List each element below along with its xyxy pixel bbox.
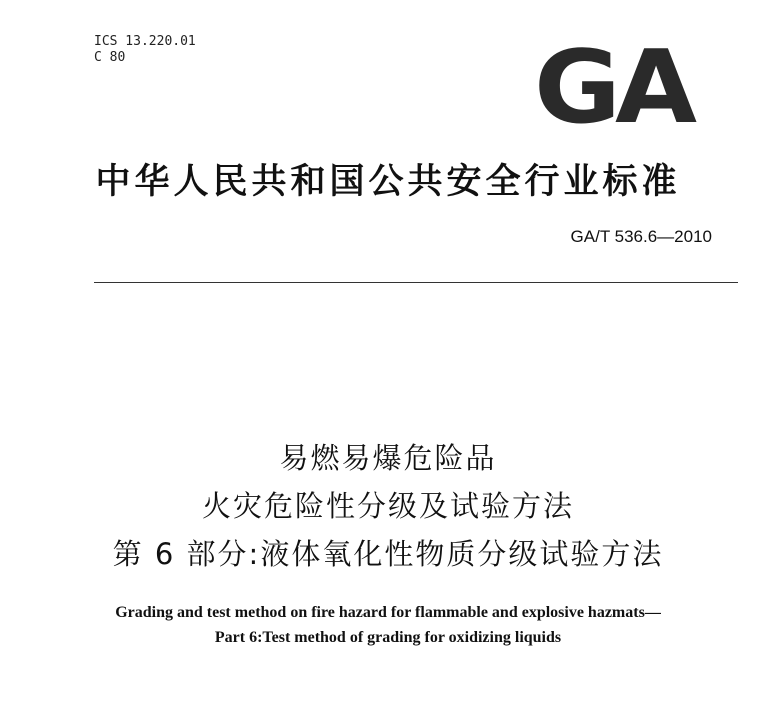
ga-logo: GA <box>534 29 692 146</box>
english-title-block <box>0 600 776 650</box>
organization-title: 中华人民共和国公共安全行业标准 <box>95 162 681 202</box>
ics-code: ICS 13.220.01 <box>94 34 196 49</box>
classification-codes <box>94 34 196 66</box>
ccs-code: C 80 <box>94 50 126 65</box>
chinese-title-block <box>0 434 776 578</box>
title-line-3: 第 6 部分:液体氧化性物质分级试验方法 <box>112 537 664 571</box>
english-title-line-1: Grading and test method on fire hazard for flammable and explosive hazmats— <box>115 604 661 621</box>
title-line-2: 火灾危险性分级及试验方法 <box>201 489 574 523</box>
header-divider <box>94 282 738 283</box>
standard-number: GA/T 536.6—2010 <box>570 227 712 246</box>
title-line-1: 易燃易爆危险品 <box>279 441 497 475</box>
english-title-line-2: Part 6:Test method of grading for oxidizing liquids <box>214 629 562 646</box>
